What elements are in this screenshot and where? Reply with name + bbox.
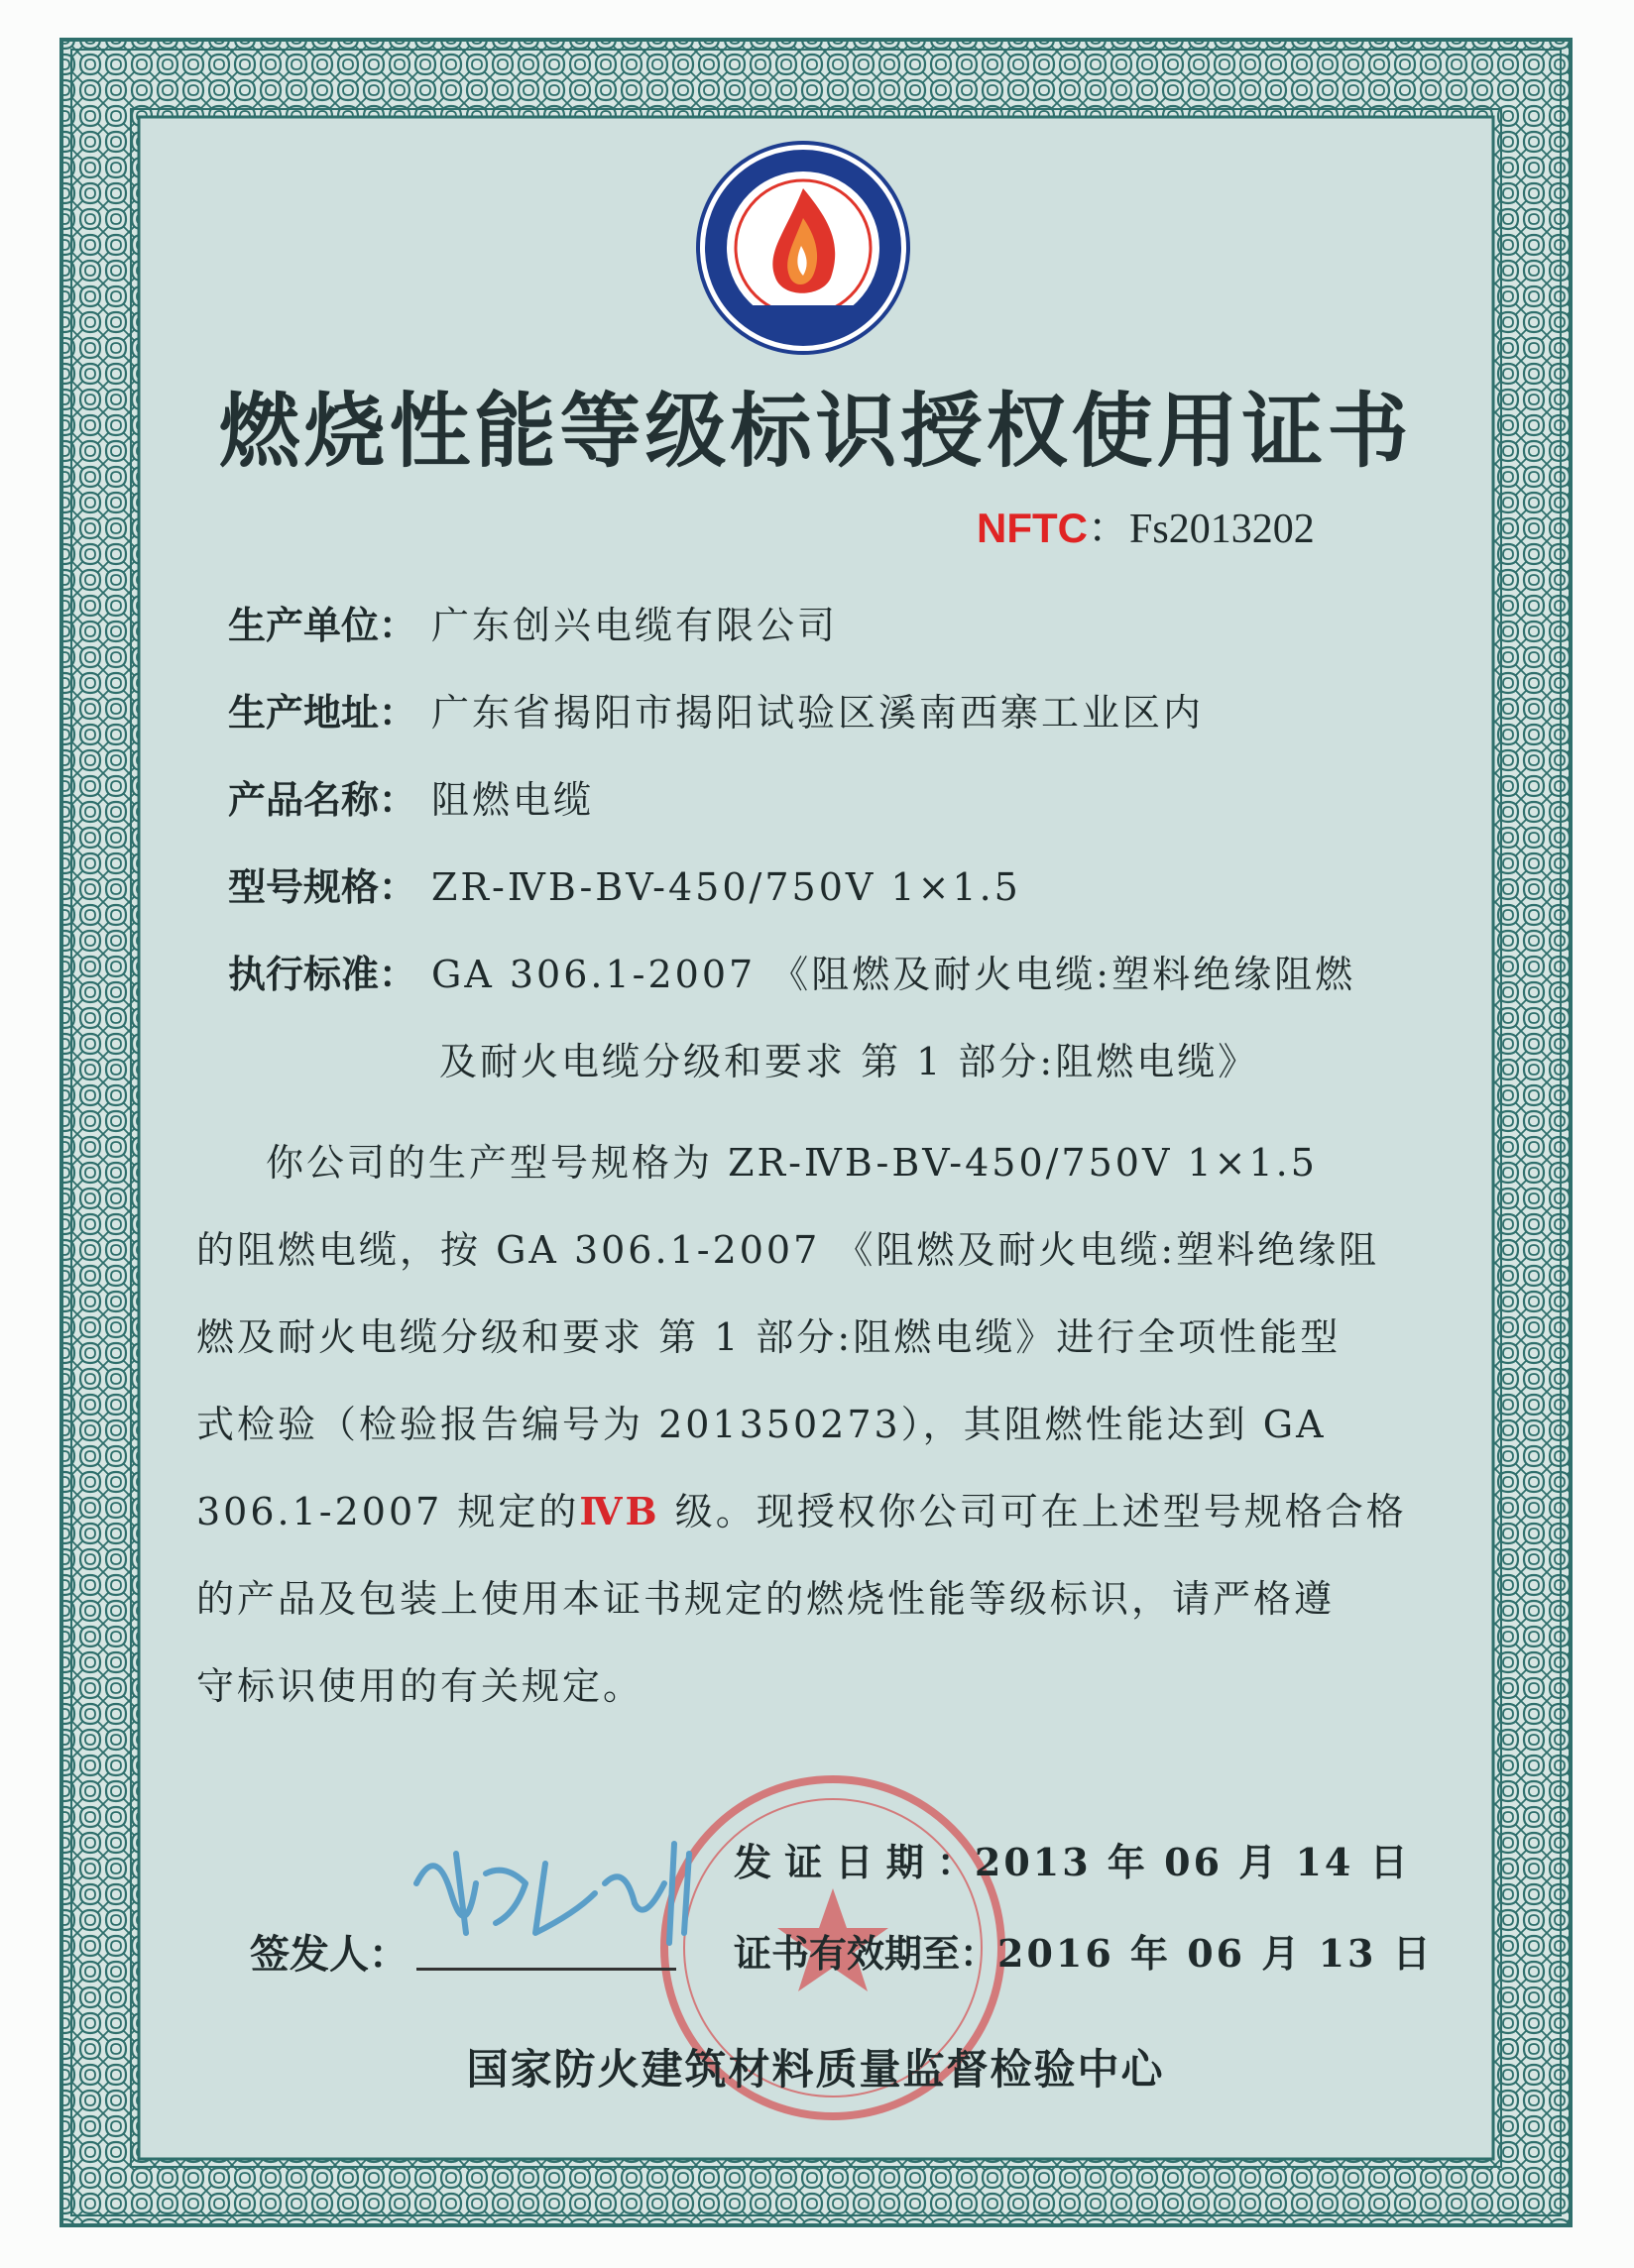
- field-standard-continued: 及耐火电缆分级和要求 第 1 部分:阻燃电缆》: [439, 1040, 1259, 1083]
- field-label: 生产单位：: [228, 604, 417, 647]
- certificate-number-prefix: NFTC: [977, 505, 1088, 551]
- field-product-name: [228, 769, 594, 824]
- issue-date-value: 2013 年 06 月 14 日: [974, 1840, 1411, 1884]
- paragraph-line: 式检验（检验报告编号为 201350273），其阻燃性能达到 GA: [196, 1403, 1327, 1446]
- certificate-number-value: Fs2013202: [1129, 507, 1315, 552]
- certificate-number: [977, 496, 1315, 555]
- paragraph-text: 级。现授权你公司可在上述型号规格合格: [659, 1490, 1407, 1533]
- field-address: [228, 682, 1204, 737]
- paragraph-line: 的产品及包装上使用本证书规定的燃烧性能等级标识，请严格遵: [196, 1577, 1336, 1621]
- field-label: 生产地址：: [228, 691, 417, 735]
- field-standard: [228, 944, 1355, 998]
- field-value: 广东省揭阳市揭阳试验区溪南西寨工业区内: [431, 691, 1205, 735]
- certificate-title: 燃烧性能等级标识授权使用证书: [218, 385, 1413, 479]
- field-manufacturer: [228, 595, 838, 649]
- signature-line: [416, 1968, 676, 1971]
- certificate-number-separator: ：: [1087, 507, 1129, 552]
- paragraph-text: 306.1-2007 规定的: [196, 1490, 580, 1533]
- valid-until-label: 证书有效期至：: [734, 1932, 998, 1976]
- grade-text: ⅣB: [579, 1489, 660, 1533]
- field-value: 广东创兴电缆有限公司: [431, 604, 839, 647]
- issuing-organization: 国家防火建筑材料质量监督检验中心: [466, 2045, 1165, 2094]
- field-model-spec: [228, 856, 1021, 911]
- paragraph-line: 守标识使用的有关规定。: [196, 1664, 644, 1708]
- field-label: 执行标准：: [228, 953, 417, 996]
- issue-date-row: [734, 1832, 1411, 1886]
- paragraph-line: [196, 1481, 1407, 1535]
- valid-until-value: 2016 年 06 月 13 日: [997, 1931, 1434, 1976]
- field-value: ZR-ⅣB-BV-450/750V 1×1.5: [431, 865, 1021, 909]
- issuer-label: 签发人：: [250, 1932, 408, 1978]
- field-label: 型号规格：: [228, 865, 417, 909]
- field-value: 阻燃电缆: [431, 778, 595, 822]
- paragraph-line: 燃及耐火电缆分级和要求 第 1 部分:阻燃电缆》进行全项性能型: [196, 1315, 1342, 1359]
- paragraph-line: 你公司的生产型号规格为 ZR-ⅣB-BV-450/750V 1×1.5: [266, 1141, 1318, 1185]
- field-label: 产品名称：: [228, 778, 417, 822]
- issue-date-label: 发 证 日 期 ：: [734, 1841, 975, 1884]
- handwritten-signature: [397, 1824, 724, 1963]
- center-logo: [694, 139, 912, 357]
- paragraph-line: 的阻燃电缆，按 GA 306.1-2007 《阻燃及耐火电缆:塑料绝缘阻: [196, 1228, 1380, 1272]
- valid-until-row: [734, 1923, 1434, 1978]
- field-value: GA 306.1-2007 《阻燃及耐火电缆:塑料绝缘阻燃: [431, 953, 1356, 996]
